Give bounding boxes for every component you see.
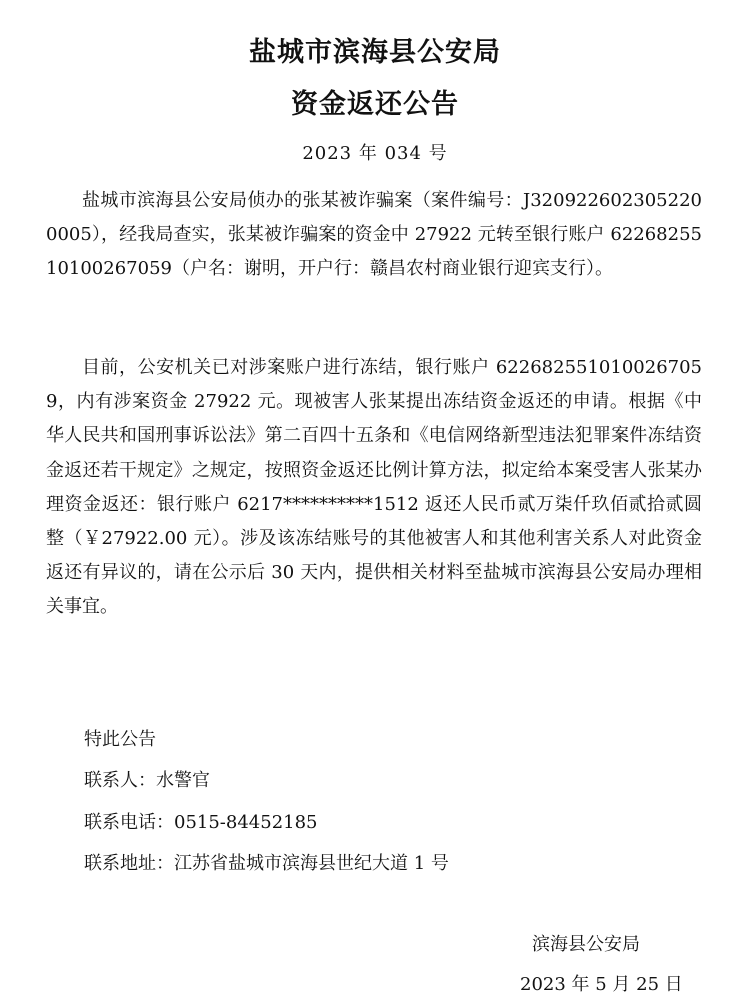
contact-phone: 联系电话：0515-84452185 [84, 812, 318, 833]
signature-organization: 滨海县公安局 [532, 934, 640, 955]
notice-issuer-title: 盐城市滨海县公安局 [249, 37, 501, 68]
contact-address: 联系地址：江苏省盐城市滨海县世纪大道 1 号 [84, 853, 449, 874]
signature-date: 2023 年 5 月 25 日 [520, 974, 683, 995]
notice-title: 资金返还公告 [291, 89, 459, 120]
closing-remark: 特此公告 [84, 729, 156, 750]
body-paragraph-case: 盐城市滨海县公安局侦办的张某被诈骗案（案件编号：J3209226023052200005），经我局查实，张某被诈骗案的资金中 27922 元转至银行账户 6226825510100267059（户名：谢明，开户行：赣昌农村商业银行迎宾支行）。 [46, 190, 702, 280]
document-number: 2023 年 034 号 [302, 143, 448, 164]
contact-person: 联系人：水警官 [84, 770, 210, 791]
body-paragraph-return: 目前，公安机关已对涉案账户进行冻结，银行账户 6226825510100267059，内有涉案资金 27922 元。现被害人张某提出冻结资金返还的申请。根据《中华人民共和国刑事诉讼法》第二百四十五条和《电信网络新型违法犯罪案件冻结资金返还若干规定》之规定，按照资金返还比例计算方法，拟定给本案受害人张某办理资金返还：银行账户 6217**********1512 返还人民币贰万柒仟玖佰贰拾贰圆整（￥27922.00 元）。涉及该冻结账号的其他被害人和其他利害关系人对此资金返还有异议的，请在公示后 30 天内，提供相关材料至盐城市滨海县公安局办理相关事宜。 [46, 357, 702, 618]
